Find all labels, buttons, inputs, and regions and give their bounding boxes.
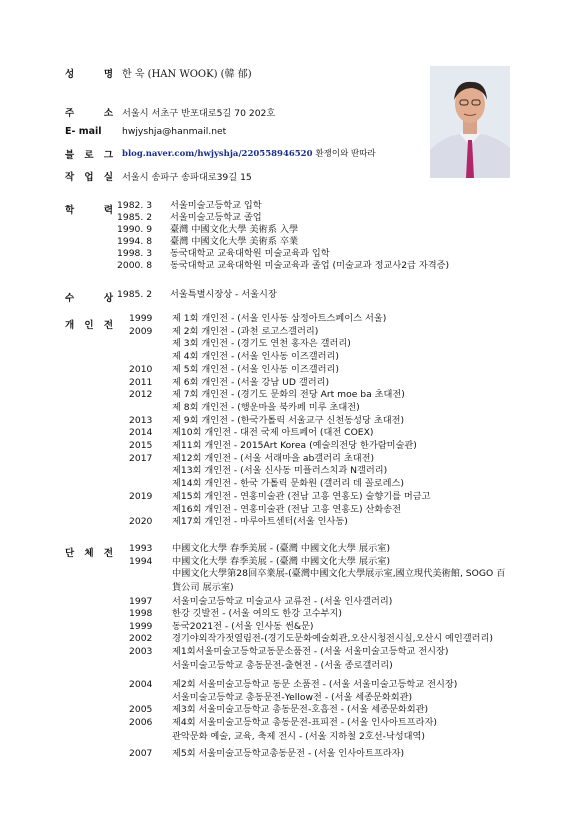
list-item-text: 제13회 개인전 - (서울 신사동 미플러스치과 N갤러리)	[172, 465, 388, 477]
list-item-text: 제2회 서울미술고등학교 동문 소품전 - (서울 서울미술고등학교 전시장)	[172, 678, 458, 690]
address-label: 주 소	[65, 108, 113, 119]
list-item-year: 2015	[129, 440, 153, 451]
list-item-year: 2012	[129, 389, 153, 401]
list-item-text: 제 8회 개인전 - (행운마을 북카페 미루 초대전)	[172, 401, 360, 413]
list-item-text: 한강 깃발전 - (서울 여의도 한강 고수부지)	[172, 608, 343, 619]
list-item-year: 2004	[129, 678, 153, 690]
studio-value: 서울시 송파구 송파대로39길 15	[122, 172, 252, 183]
list-item-year: 2005	[129, 704, 153, 715]
list-item-year: 1994	[129, 555, 153, 567]
list-item-text: 제 1회 개인전 - (서울 인사동 삼정아트스페이스 서울)	[172, 313, 387, 324]
list-item-text: 貨公司 展示室)	[172, 582, 234, 593]
education-label: 학 력	[65, 205, 113, 216]
list-item-text: 제17회 개인전 - 마루아트센터(서울 인사동)	[172, 516, 348, 528]
email-label: E- mail	[65, 126, 102, 137]
name-label: 성 명	[65, 69, 113, 80]
list-item-text: 제 2회 개인전 - (과천 로고스갤러리)	[172, 325, 319, 337]
list-item-year: 2020	[129, 516, 153, 528]
list-item-year: 2009	[129, 325, 153, 337]
list-item-text: 제 4회 개인전 - (서울 인사동 이즈갤러리)	[172, 351, 339, 363]
list-item-text: 中國文化大學 春季美展 - (臺灣 中國文化大學 展示室)	[172, 555, 391, 567]
list-item-year: 2011	[129, 376, 153, 388]
list-item-year: 1999	[129, 620, 153, 632]
list-item-text: 中國文化大學 春季美展 - (臺灣 中國文化大學 展示室)	[172, 543, 391, 554]
resume-page: 성 명 한 욱 (HAN WOOK) (韓 郁) 주 소 서울시 서초구 반포대로5길 70 202호 E- mail hwjyshja@hanmail.net 블 로 그 blog.naver.com/hwjyshja/220558946520 환쟁이와 딴따라 작 업 실 서울시 송파구 송파대로39길 15 학 력 1982. 3 서울미술고등학교 입학 1985. 2 서울미술고등학교 졸업 1990. 9 臺灣 中國文化大學 美術系 入學 1994. 8 臺灣 中國文化大學 美術系 卒業 1998. 3 동국대학교 교육대학원 미술교육과 입학 2000. 8 동국대학교 교육대학원 미술교육과 졸업 (미술교과 정교사2급 자격증) 수 상 1985. 2 서울특별시장상 - 서울시장 개 인 전 1999 제 1회 개인전 - (서울 인사동 삼정아트스페이스 서울) 2009 제 2회 개인전 - (과천 로고스갤러리) 제 3회 개인전 - (경기도 연천 홍자은 갤러리) 제 4회 개인전 - (서울 인사동 이즈갤러리) 2010 제 5회 개인전 - (서울 인사동 이즈갤러리) 2011 제 6회 개인전 - (서울 강남 UD 갤러리) 2012 제 7회 개인전 - (경기도 문화의 전당 Art moe ba 초대전) 제 8회 개인전 - (행운마을 북카페 미루 초대전) 2013 제 9회 개인전 - (한국가톨릭 서울교구 신천동성당 초대전) 2014 제10회 개인전 - 대전 국제 아트페어 (대전 COEX) 2015 제11회 개인전 - 2015Art Korea (예술의전당 한가람미술관) 2017 제12회 개인전 - (서울 서래마을 ab갤러리 초대전) 제13회 개인전 - (서울 신사동 미플러스치과 N갤러리) 제14회 개인전 - 한국 가톨릭 문화원 (갤러리 데 꼴로레스) 2019 제15회 개인전 - 연홍미술관 (전남 고흥 연홍도) 술향기를 머금고 제16회 개인전 - 연홍미술관 (전남 고흥 연홍도) 산화송전 2020 제17회 개인전 - 마루아트센터(서울 인사동) 단 체 전 1993 中國文化大學 春季美展 - (臺灣 中國文化大學 展示室) 1994 中國文化大學 春季美展 - (臺灣 中國文化大學 展示室) 中國文化大學第28回卒業展-(臺灣中國文化大學展示室,國立現代美術館, SOGO 百 貨公司 展示室) 1997 서울미술고등학교 미술교사 교류전 - (서울 인사갤러리) 1998 한강 깃발전 - (서울 여의도 한강 고수부지) 1999 동국2021전 - (서울 인사동 썬&문) 2002 경기야외작가젓열림전-(경기도문화예술회관,오산시청전시실,오산시 예인갤러리) 2003 제1회서울미술고등학교동문소품전 - (서울 서울미술고등학교 전시장) 서울미술고등학교 총동문전-출현전 - (서울 종로갤러리) 2004 제2회 서울미술고등학교 동문 소품전 - (서울 서울미술고등학교 전시장) 서울미술고등학교 총동문전-Yellow전 - (서울 세종문화회관) 2005 제3회 서울미술고등학교 총동문전-호흡전 - (서울 세종문화회관) 2006 제4회 서울미술고등학교 총동문전-표피전 - (서울 인사아트프라자) 관악문화 예술, 교육, 축제 전시 - (서울 지하철 2호선-낙성대역) 2007 제5회 서울미술고등학교총동문전 - (서울 인사아트프라자)	[0, 0, 580, 820]
list-item-text: 中國文化大學第28回卒業展-(臺灣中國文化大學展示室,國立現代美術館, SOGO 百	[172, 568, 506, 579]
address-value: 서울시 서초구 반포대로5길 70 202호	[122, 108, 276, 119]
solo-exhibition-label: 개 인 전	[65, 320, 113, 331]
list-item-text: 제15회 개인전 - 연홍미술관 (전남 고흥 연홍도) 술향기를 머금고	[172, 490, 431, 502]
list-item-year: 2014	[129, 427, 153, 439]
list-item-text: 경기야외작가젓열림전-(경기도문화예술회관,오산시청전시실,오산시 예인갤러리)	[172, 633, 493, 644]
list-item-year: 2006	[129, 716, 153, 728]
list-item-year: 2010	[129, 363, 153, 375]
list-item-text: 서울미술고등학교 총동문전-Yellow전 - (서울 세종문화회관)	[172, 691, 413, 703]
list-item-year: 2019	[129, 490, 153, 502]
list-item-year: 2013	[129, 414, 153, 426]
list-item-year: 1999	[129, 313, 153, 324]
name-value: 한 욱 (HAN WOOK) (韓 郁)	[122, 69, 252, 80]
blog-suffix: 환쟁이와 딴따라	[315, 149, 376, 159]
list-item-year: 1998	[129, 608, 153, 619]
list-item-text: 제3회 서울미술고등학교 총동문전-호흡전 - (서울 세종문화회관)	[172, 704, 429, 715]
profile-photo	[430, 66, 510, 178]
list-item-year: 1997	[129, 595, 153, 607]
list-item-text: 제 6회 개인전 - (서울 강남 UD 갤러리)	[172, 376, 330, 388]
blog-url-link[interactable]: blog.naver.com/hwjyshja/220558946520	[122, 149, 313, 159]
list-item-year: 2007	[129, 747, 153, 759]
list-item-text: 동국2021전 - (서울 인사동 썬&문)	[172, 620, 314, 632]
list-item-text: 제12회 개인전 - (서울 서래마을 ab갤러리 초대전)	[172, 452, 375, 464]
list-item-year: 2017	[129, 452, 153, 464]
list-item-text: 제 7회 개인전 - (경기도 문화의 전당 Art moe ba 초대전)	[172, 389, 405, 401]
list-item-text: 서울미술고등학교 총동문전-출현전 - (서울 종로갤러리)	[172, 659, 393, 671]
list-item-text: 제1회서울미술고등학교동문소품전 - (서울 서울미술고등학교 전시장)	[172, 645, 449, 657]
list-item-text: 제10회 개인전 - 대전 국제 아트페어 (대전 COEX)	[172, 427, 374, 439]
list-item-year: 2002	[129, 633, 153, 644]
awards-label: 수 상	[65, 293, 113, 304]
list-item-year: 1993	[129, 543, 153, 554]
list-item-text: 제4회 서울미술고등학교 총동문전-표피전 - (서울 인사아트프라자)	[172, 716, 437, 728]
list-item-year: 2003	[129, 645, 153, 657]
list-item-text: 제 9회 개인전 - (한국가톨릭 서울교구 신천동성당 초대전)	[172, 414, 405, 426]
list-item-text: 제 3회 개인전 - (경기도 연천 홍자은 갤러리)	[172, 338, 351, 350]
blog-value	[122, 147, 376, 159]
portrait-illustration	[430, 66, 510, 178]
list-item-text: 제 5회 개인전 - (서울 인사동 이즈갤러리)	[172, 363, 339, 375]
list-item-text: 제5회 서울미술고등학교총동문전 - (서울 인사아트프라자)	[172, 747, 405, 759]
email-value[interactable]: hwjyshja@hanmail.net	[122, 126, 227, 137]
studio-label: 작 업 실	[65, 172, 113, 183]
list-item-text: 제11회 개인전 - 2015Art Korea (예술의전당 한가람미술관)	[172, 440, 417, 451]
group-exhibition-label: 단 체 전	[65, 548, 113, 559]
list-item-text: 관악문화 예술, 교육, 축제 전시 - (서울 지하철 2호선-낙성대역)	[172, 730, 425, 742]
list-item-text: 서울미술고등학교 미술교사 교류전 - (서울 인사갤러리)	[172, 595, 393, 607]
blog-label: 블 로 그	[65, 150, 113, 161]
list-item-text: 제16회 개인전 - 연홍미술관 (전남 고흥 연홍도) 산화송전	[172, 503, 401, 515]
list-item-text: 제14회 개인전 - 한국 가톨릭 문화원 (갤러리 데 꼴로레스)	[172, 478, 404, 490]
